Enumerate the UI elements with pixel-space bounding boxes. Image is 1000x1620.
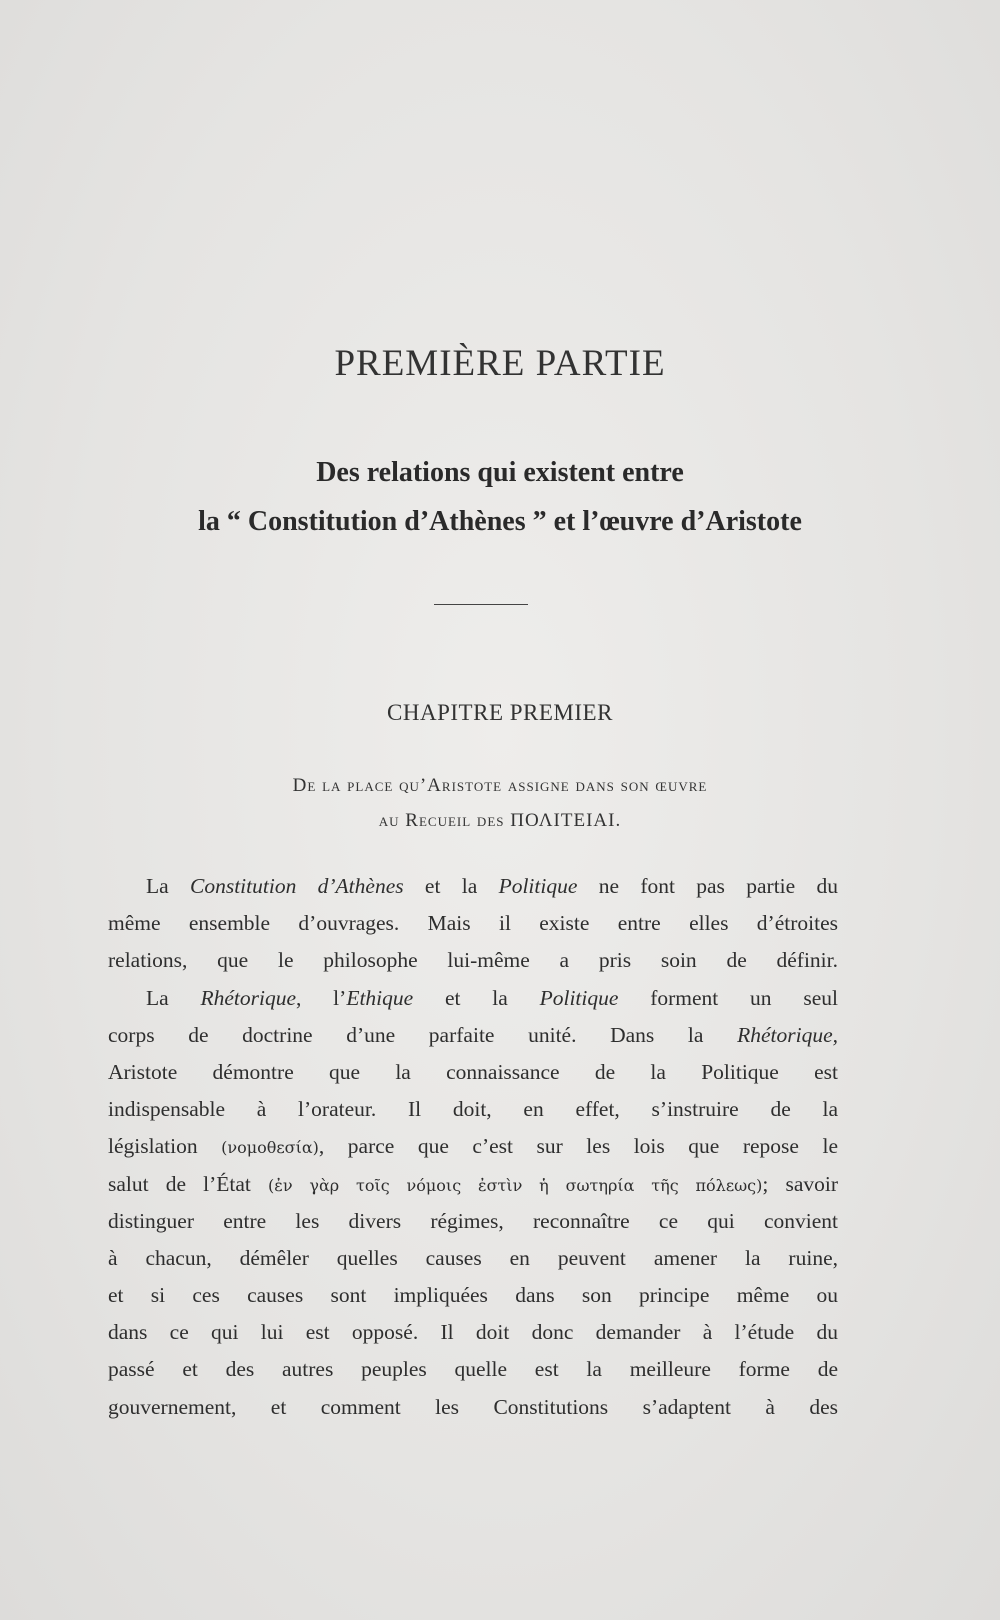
text-segment: ; savoir	[762, 1171, 839, 1196]
text-segment: salut de l’État	[108, 1171, 269, 1196]
chapter-title: CHAPITRE PREMIER	[387, 700, 613, 725]
italic-title: Rhétorique	[200, 985, 297, 1010]
text-line	[108, 1389, 838, 1426]
text-segment: , l’	[296, 985, 347, 1010]
text-segment: Aristote démontre que la connaissance de la Politique est	[108, 1059, 838, 1084]
text-line	[108, 1277, 838, 1314]
text-segment: , parce que c’est sur les lois que repose le	[318, 1134, 838, 1159]
part-subtitle-line-1: Des relations qui existent entre	[316, 457, 684, 488]
text-line	[108, 868, 838, 905]
text-line	[108, 1128, 838, 1165]
text-line	[108, 1017, 838, 1054]
text-segment: et la	[413, 985, 540, 1010]
italic-title: Politique	[539, 985, 619, 1010]
text-segment: distinguer entre les divers régimes, reconnaître ce qui convient	[108, 1208, 838, 1233]
part-subtitle-line-2: la “ Constitution d’Athènes ” et l’œuvre d’Aristote	[198, 506, 802, 537]
text-segment: dans ce qui lui est opposé. Il doit donc demander à l’étude du	[108, 1320, 838, 1345]
text-segment: et si ces causes sont impliquées dans son principe même ou	[108, 1283, 838, 1308]
text-line	[108, 1166, 838, 1203]
part-subtitle	[0, 448, 1000, 546]
section-divider	[434, 604, 528, 605]
greek-quote: (ἐν γὰρ τοῖς νόμοις ἐστὶν ἡ σωτηρία τῆς πόλεως)	[268, 1175, 763, 1195]
text-segment: corps de doctrine d’une parfaite unité. Dans la	[108, 1022, 738, 1047]
greek-quote: (νομοθεσία)	[221, 1138, 319, 1158]
chapter-subtitle-line-2: au Recueil des ΠΟΛΙΤΕΙΑΙ.	[378, 810, 622, 831]
text-line	[108, 1203, 838, 1240]
text-segment: La	[146, 874, 190, 898]
text-line	[108, 1240, 838, 1277]
text-segment: forment un seul	[618, 985, 838, 1010]
text-segment: gouvernement, et comment les Constitutions s’adaptent à des	[108, 1394, 838, 1419]
text-segment: législation	[108, 1134, 222, 1159]
text-segment: même ensemble d’ouvrages. Mais il existe entre elles d’étroites	[108, 911, 838, 936]
body-text	[108, 868, 838, 1426]
chapter-subtitle	[0, 768, 1000, 838]
text-segment: relations, que le philosophe lui-même a pris soin de définir.	[108, 948, 838, 973]
part-title: PREMIÈRE PARTIE	[334, 343, 666, 384]
text-segment: indispensable à l’orateur. Il doit, en effet, s’instruire de la	[108, 1097, 838, 1122]
text-segment: à chacun, démêler quelles causes en peuvent amener la ruine,	[108, 1245, 838, 1270]
text-line	[108, 1091, 838, 1128]
text-line	[108, 1351, 838, 1388]
italic-title: Ethique	[346, 985, 414, 1010]
italic-title: Rhétorique,	[737, 1022, 838, 1047]
text-line	[108, 1314, 838, 1351]
text-segment: La	[146, 985, 201, 1010]
text-line	[108, 905, 838, 942]
text-segment: ne font pas partie du	[577, 874, 838, 898]
italic-title: Politique	[498, 874, 578, 898]
chapter-subtitle-line-1: De la place qu’Aristote assigne dans son œuvre	[292, 775, 708, 796]
text-line	[108, 980, 838, 1017]
text-segment: et la	[403, 874, 499, 898]
text-line	[108, 1054, 838, 1091]
text-line	[108, 942, 838, 979]
text-segment: passé et des autres peuples quelle est la meilleure forme de	[108, 1357, 838, 1382]
italic-title: Constitution d’Athènes	[190, 874, 404, 898]
